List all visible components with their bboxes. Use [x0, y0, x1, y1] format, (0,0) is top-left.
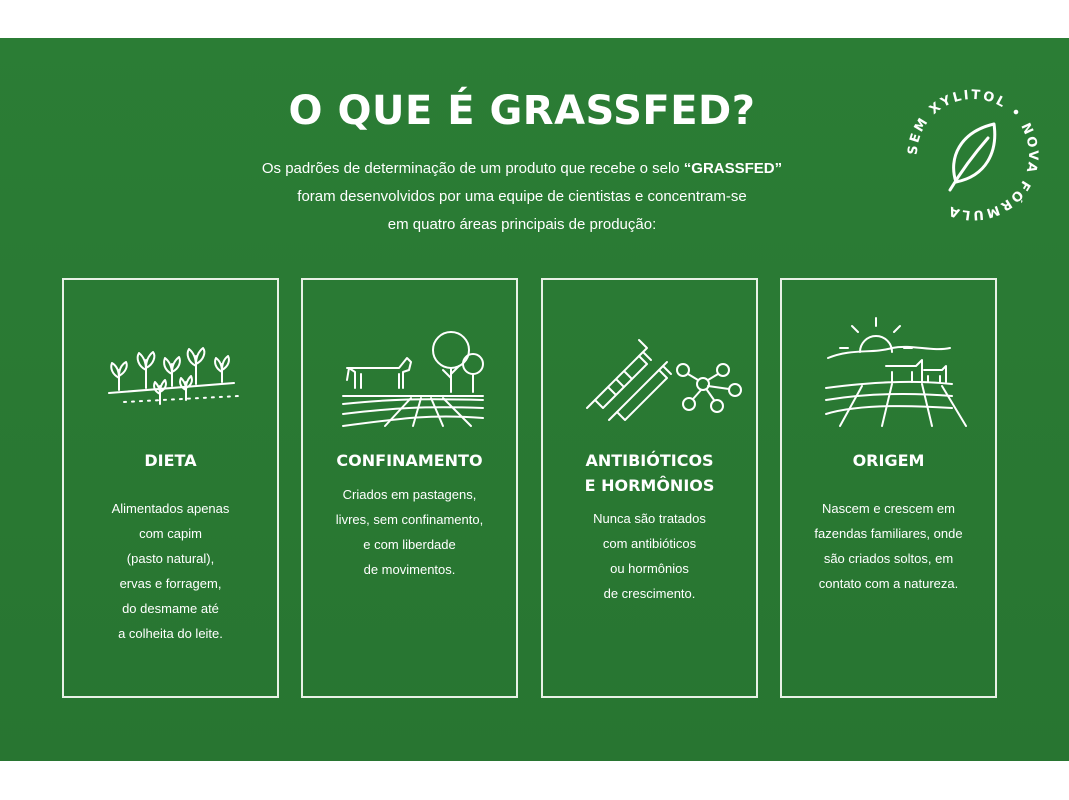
intro-line-1 — [150, 155, 894, 183]
card-title-line: ANTIBIÓTICOS — [585, 451, 714, 470]
card-text-line: são criados soltos, em — [823, 551, 954, 566]
card-title — [782, 448, 995, 473]
cow-field-icon — [303, 308, 516, 428]
card-text-line: fazendas familiares, onde — [814, 526, 963, 541]
card-text-line: de movimentos. — [363, 562, 456, 577]
farm-sunrise-icon — [782, 308, 995, 428]
intro-line-3: em quatro áreas principais de produção: — [387, 216, 657, 233]
card-dieta — [62, 278, 279, 698]
card-text-line: com capim — [139, 526, 202, 541]
card-text-line: Criados em pastagens, — [342, 487, 477, 502]
intro-highlight: “GRASSFED” — [683, 160, 783, 177]
card-text-line: ervas e forragem, — [119, 576, 222, 591]
card-confinamento — [301, 278, 518, 698]
card-text-line: Nascem e crescem em — [822, 501, 955, 516]
syringe-molecule-icon — [543, 308, 756, 428]
card-description — [549, 506, 750, 606]
card-text-line: ou hormônios — [610, 561, 689, 576]
intro-line-2: foram desenvolvidos por uma equipe de cientistas e concentram-se — [297, 188, 747, 205]
card-text-line: e com liberdade — [363, 537, 456, 552]
seal-text: SEM XYLITOL • NOVA FÓRMULA — [905, 87, 1041, 223]
seal-badge — [898, 80, 1048, 230]
card-title — [64, 448, 277, 473]
card-antibioticos — [541, 278, 758, 698]
card-text-line: a colheita do leite. — [118, 626, 223, 641]
intro-line-1-text: Os padrões de determinação de um produto que recebe o selo — [261, 160, 684, 177]
card-title — [543, 448, 756, 498]
plants-icon — [64, 308, 277, 428]
card-text-line: Alimentados apenas — [111, 501, 230, 516]
card-title-line: ORIGEM — [852, 451, 925, 470]
card-origem — [780, 278, 997, 698]
card-title-line: DIETA — [144, 451, 197, 470]
card-text-line: do desmame até — [122, 601, 219, 616]
card-description — [70, 496, 271, 646]
page-title: O QUE É GRASSFED? — [288, 88, 756, 134]
leaf-icon — [950, 124, 995, 190]
card-text-line: livres, sem confinamento, — [335, 512, 484, 527]
card-description — [788, 496, 989, 596]
card-title — [303, 448, 516, 473]
card-title-line: E HORMÔNIOS — [584, 476, 715, 495]
card-text-line: contato com a natureza. — [818, 576, 959, 591]
card-text-line: Nunca são tratados — [593, 511, 706, 526]
card-text-line: de crescimento. — [603, 586, 696, 601]
card-description — [309, 482, 510, 582]
card-text-line: (pasto natural), — [126, 551, 215, 566]
card-text-line: com antibióticos — [602, 536, 697, 551]
intro-text — [150, 155, 894, 239]
card-title-line: CONFINAMENTO — [336, 451, 483, 470]
